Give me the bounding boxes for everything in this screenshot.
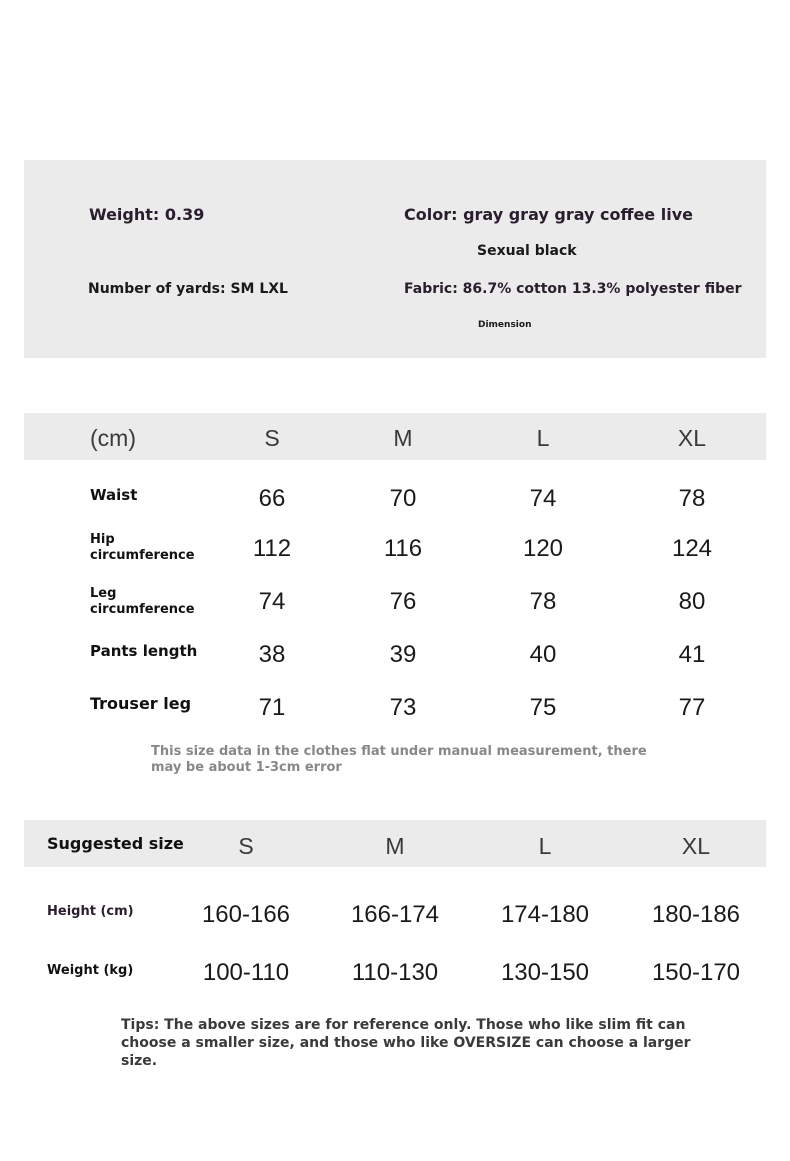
suggested-size-title: Suggested size xyxy=(47,834,184,853)
table-cell: 150-170 xyxy=(651,959,741,986)
suggested-header-l: L xyxy=(538,833,552,859)
table-cell: 174-180 xyxy=(500,901,590,928)
row-label-leg xyxy=(90,586,195,618)
size-header-l: L xyxy=(536,425,550,451)
color-text: Color: gray gray gray coffee live xyxy=(404,205,693,224)
table-cell: 130-150 xyxy=(500,959,590,986)
measurement-note: This size data in the clothes flat under manual measurement, there may be about 1-3cm error xyxy=(151,744,647,775)
table-cell: 71 xyxy=(258,694,286,721)
fabric-text: Fabric: 86.7% cotton 13.3% polyester fiber xyxy=(404,281,742,297)
table-cell: 41 xyxy=(678,641,706,668)
table-cell: 180-186 xyxy=(651,901,741,928)
table-cell: 100-110 xyxy=(202,959,290,986)
table-cell: 124 xyxy=(671,535,713,562)
table-cell: 160-166 xyxy=(201,901,291,928)
unit-header: (cm) xyxy=(90,425,136,451)
row-label-hip-line2: circumference xyxy=(90,548,195,563)
table-cell: 77 xyxy=(678,694,706,721)
dimension-text: Dimension xyxy=(478,320,532,330)
table-cell: 78 xyxy=(529,588,557,615)
table-cell: 166-174 xyxy=(350,901,440,928)
sizes-available-text: Number of yards: SM LXL xyxy=(88,281,288,297)
row-label-weight: Weight (kg) xyxy=(47,963,134,978)
table-cell: 120 xyxy=(522,535,564,562)
table-cell: 110-130 xyxy=(351,959,439,986)
row-label-hip-line1: Hip xyxy=(90,532,115,547)
table-cell: 112 xyxy=(252,535,292,562)
table-cell: 74 xyxy=(258,588,286,615)
table-cell: 116 xyxy=(383,535,423,562)
table-cell: 39 xyxy=(389,641,417,668)
table-cell: 74 xyxy=(529,485,557,512)
table-cell: 76 xyxy=(389,588,417,615)
weight-text: Weight: 0.39 xyxy=(89,205,205,224)
table-cell: 40 xyxy=(529,641,557,668)
suggested-header-m: M xyxy=(385,833,405,859)
table-cell: 75 xyxy=(529,694,557,721)
product-info-panel xyxy=(24,160,766,358)
size-tips: Tips: The above sizes are for reference only. Those who like slim fit can choose a smaller size, and those who like OVERSIZE can choose a larger size. xyxy=(121,1017,691,1069)
row-label-trouser-leg: Trouser leg xyxy=(90,694,192,713)
row-label-leg-line2: circumference xyxy=(90,602,195,617)
suggested-header-xl: XL xyxy=(681,833,711,859)
size-header-s: S xyxy=(264,425,280,451)
table-cell: 38 xyxy=(258,641,286,668)
size-header-xl: XL xyxy=(677,425,707,451)
color-text-continued: Sexual black xyxy=(477,243,577,259)
table-cell: 66 xyxy=(258,485,286,512)
row-label-height: Height (cm) xyxy=(47,904,134,919)
row-label-pants-length: Pants length xyxy=(90,642,198,660)
row-label-leg-line1: Leg xyxy=(90,586,117,601)
row-label-hip xyxy=(90,532,195,564)
suggested-header-s: S xyxy=(238,833,254,859)
table-cell: 80 xyxy=(678,588,706,615)
table-cell: 70 xyxy=(389,485,417,512)
size-header-m: M xyxy=(393,425,413,451)
table-cell: 78 xyxy=(678,485,706,512)
table-cell: 73 xyxy=(389,694,417,721)
row-label-waist: Waist xyxy=(90,486,138,504)
